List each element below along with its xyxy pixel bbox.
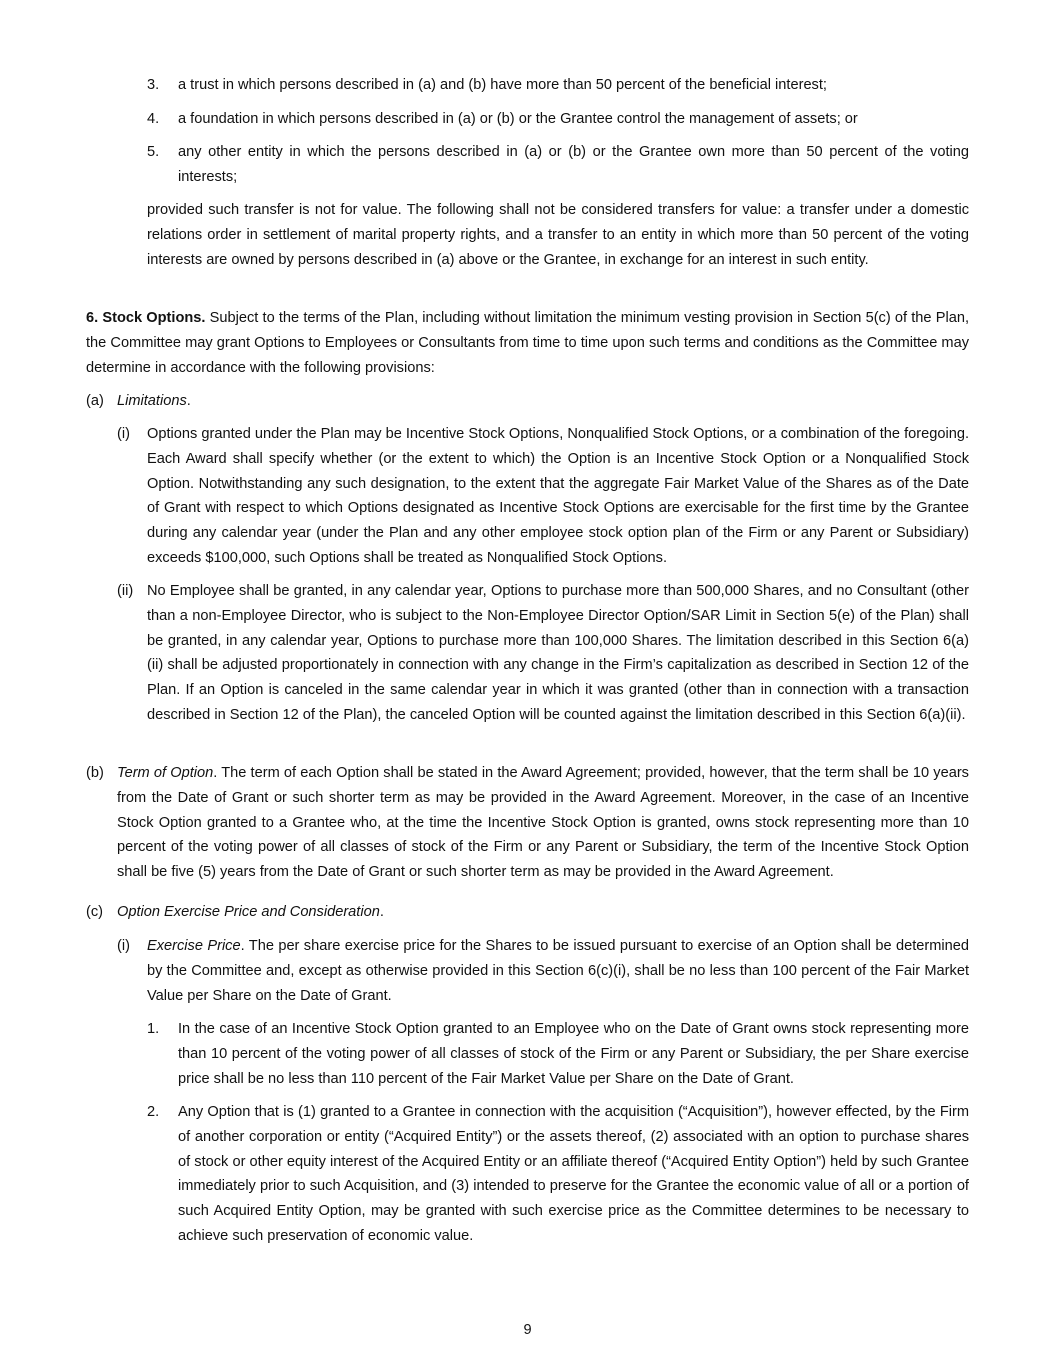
clause-label: (i) bbox=[117, 426, 130, 442]
list-number: 1. bbox=[147, 1021, 160, 1037]
title-period: . bbox=[186, 393, 191, 409]
subsection-b bbox=[86, 761, 969, 885]
list-number: 4. bbox=[147, 111, 160, 127]
list-item-text: a trust in which persons described in (a) and (b) have more than 50 percent of the beneficial interest; bbox=[178, 77, 827, 93]
section-6-paragraph bbox=[86, 306, 969, 380]
list-number: 5. bbox=[147, 144, 160, 160]
clause-text: . The per share exercise price for the Shares to be issued pursuant to exercise of an Option shall be determined by the Committee and, except as otherwise provided in this Section 6(c)(i), shall be no less than 100 percent of the Fair Market Value per Share on the Date of Grant. bbox=[147, 938, 970, 1004]
list-number: 3. bbox=[147, 77, 160, 93]
title-period: . bbox=[379, 904, 384, 920]
section-heading: 6. Stock Options. bbox=[86, 310, 206, 326]
clause-text: No Employee shall be granted, in any calendar year, Options to purchase more than 500,000 Shares, and no Consultant (other than a non-Employee Director, who is subject to the Non-Employee Director Option/SAR Limit in Section 5(e) of the Plan) shall be granted, in any calendar year, Options to purchase more than 100,000 Shares. The limitation described in this Section 6(a)(ii) shall be adjusted proportionately in connection with any change in the Firm’s capitalization as described in Section 12 of the Plan. If an Option is canceled in the same calendar year in which it was granted (other than in connection with a transaction described in Section 12 of the Plan), the canceled Option will be counted against the limitation described in this Section 6(a)(ii). bbox=[147, 583, 969, 723]
clause-label: (ii) bbox=[117, 583, 134, 599]
list-item-text: Any Option that is (1) granted to a Grantee in connection with the acquisition (“Acquisition”), however effected, by the Firm of another corporation or entity (“Acquired Entity”) or the assets thereof, (2) associated with an option to purchase shares of stock or other equity interest of the Acquired Entity or an affiliate thereof (“Acquired Entity Option”) held by such Grantee immediately prior to such Acquisition, and (3) intended to preserve for the Grantee the economic value of all or a portion of such Acquired Entity Option, may be granted with such exercise price as the Committee determines to be necessary to achieve such preservation of economic value. bbox=[178, 1104, 969, 1244]
list-item-text: a foundation in which persons described in (a) or (b) or the Grantee control the management of assets; or bbox=[178, 111, 858, 127]
subsection-a-heading bbox=[86, 389, 969, 414]
page-number: 9 bbox=[523, 1322, 532, 1338]
subsection-label: (b) bbox=[86, 765, 104, 781]
clause-title: Exercise Price bbox=[147, 938, 241, 954]
subsection-label: (c) bbox=[86, 904, 104, 920]
list-item bbox=[147, 107, 969, 132]
clause-label: (i) bbox=[117, 938, 130, 954]
section-6 bbox=[86, 306, 969, 380]
clause-a-ii bbox=[117, 579, 969, 728]
subsection-title: Option Exercise Price and Consideration bbox=[117, 904, 380, 920]
list-item-text: any other entity in which the persons described in (a) or (b) or the Grantee own more than 50 percent of the voting interests; bbox=[178, 144, 969, 185]
clause-c-i bbox=[117, 934, 970, 1008]
list-number: 2. bbox=[147, 1104, 160, 1120]
proviso-paragraph bbox=[147, 198, 969, 272]
subsection-title: Term of Option bbox=[117, 765, 214, 781]
subsection-title: Limitations bbox=[117, 393, 187, 409]
subsection-label: (a) bbox=[86, 393, 104, 409]
clause-a-i bbox=[117, 422, 969, 571]
subsection-c-heading bbox=[86, 900, 969, 925]
proviso-text: provided such transfer is not for value. The following shall not be considered transfers for value: a transfer under a domestic relations order in settlement of marital property rights, and a transfer to an entity in which more than 50 percent of the voting interests are owned by persons described in (a) above or the Grantee, in exchange for an interest in such entity. bbox=[147, 202, 969, 268]
list-item bbox=[147, 140, 969, 190]
subsection-text: . The term of each Option shall be stated in the Award Agreement; provided, however, that the term shall be 10 years from the Date of Grant or such shorter term as may be provided in the Award Agreement. Moreover, in the case of an Incentive Stock Option granted to a Grantee who, at the time the Incentive Stock Option is granted, owns stock representing more than 10 percent of the voting power of all classes of stock of the Firm or any Parent or Subsidiary, the term of the Incentive Stock Option shall be five (5) years from the Date of Grant or such shorter term as may be provided in the Award Agreement. bbox=[117, 765, 969, 881]
section-text: Subject to the terms of the Plan, including without limitation the minimum vesting provision in Section 5(c) of the Plan, the Committee may grant Options to Employees or Consultants from time to time upon such terms and conditions as the Committee may determine in accordance with the following provisions: bbox=[86, 310, 969, 376]
list-item bbox=[147, 73, 969, 98]
list-item bbox=[147, 1017, 969, 1091]
clause-text: Options granted under the Plan may be Incentive Stock Options, Nonqualified Stock Options, or a combination of the foregoing. Each Award shall specify whether (or the extent to which) the Option is an Incentive Stock Option or a Nonqualified Stock Option. Notwithstanding any such designation, to the extent that the aggregate Fair Market Value of the Shares as of the Date of Grant with respect to which Options designated as Incentive Stock Options are exercisable for the first time by the Grantee during any calendar year (under the Plan and any other employee stock option plan of the Firm or any Parent or Subsidiary) exceeds $100,000, such Options shall be treated as Nonqualified Stock Options. bbox=[147, 426, 969, 566]
list-item-text: In the case of an Incentive Stock Option granted to an Employee who on the Date of Grant owns stock representing more than 10 percent of the voting power of all classes of stock of the Firm or any Parent or Subsidiary, the per Share exercise price shall be no less than 110 percent of the Fair Market Value per Share on the Date of Grant. bbox=[178, 1021, 969, 1087]
list-item bbox=[147, 1100, 969, 1249]
